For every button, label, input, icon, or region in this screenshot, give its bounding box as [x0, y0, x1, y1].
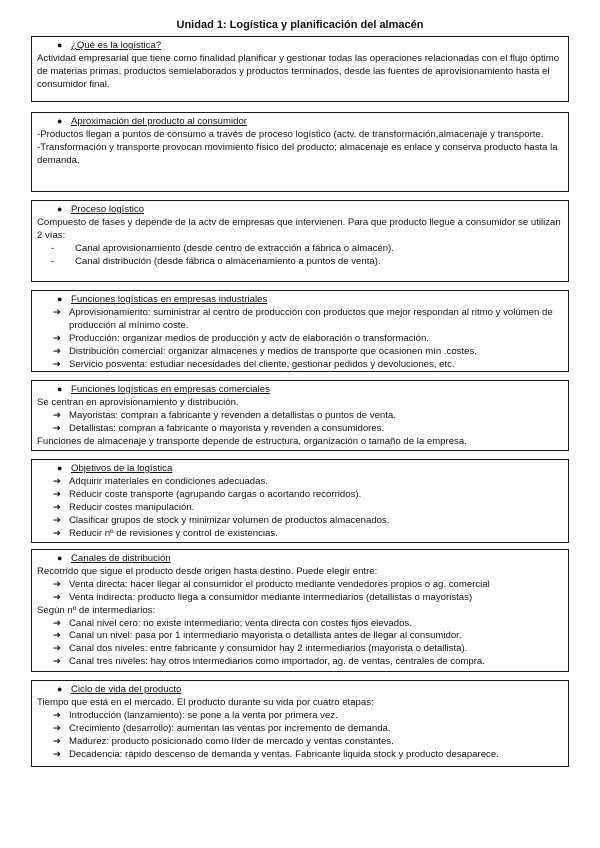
section-text: Según nº de intermediarios: — [37, 604, 156, 616]
list-item: ➔ Clasificar grupos de stock y minimizar volumen de productos almacenados. — [53, 514, 390, 526]
list-item: ➔ Madurez: producto posicionado como líder de mercado y ventas constantes. — [53, 735, 394, 747]
bullet-icon: ● — [57, 294, 63, 304]
arrow-icon: ➔ — [53, 748, 62, 760]
arrow-icon: ➔ — [53, 630, 62, 642]
section-heading: Funciones logísticas en empresas comerciales — [71, 384, 270, 395]
list-item: ➔ Canal dos niveles: entre fabricante y consumidor hay 2 intermediarios (mayorista o detallista). — [53, 643, 468, 655]
list-item: ➔ Mayoristas: compran a fabricante y revenden a detallistas o puntos de venta. — [53, 409, 396, 421]
list-item: ➔ Canal nivel cero: no existe intermediario; venta directa con costes fijos elevados. — [53, 617, 412, 629]
list-item: ➔ Canal tres niveles: hay otros intermediarios como importador, ag. de ventas, centrales de compra. — [53, 656, 485, 668]
bullet-icon: ● — [57, 684, 63, 694]
section-ciclo-vida — [31, 680, 569, 767]
list-item: ➔ Canal un nivel: pasa por 1 intermediario mayorista o detallista antes de llegar al consumidor. — [53, 630, 462, 642]
section-objetivos — [31, 459, 569, 543]
page-title: Unidad 1: Logística y planificación del almacén — [176, 19, 424, 31]
section-heading: Aproximación del producto al consumidor — [71, 116, 247, 127]
section-text: -Productos llegan a puntos de consumo a través de proceso logístico (actv. de transformación,almacenaje y transporte. — [37, 128, 544, 140]
section-proceso-logistico — [31, 200, 569, 282]
list-item: ➔ Venta directa: hacer llegar al consumidor el producto mediante vendedores propios o ag. comercial — [53, 578, 490, 590]
list-item: ➔ Introducción (lanzamiento): se pone a la venta por primera vez. — [53, 709, 338, 721]
list-item: ➔ Venta indirecta: producto llega a consumidor mediante intermediarios (detallistas o mayoristas) — [53, 591, 473, 603]
list-item: ➔ Distribución comercial: organizar almacenes y medios de transporte que ocasionen mín .costes. — [53, 345, 477, 357]
arrow-icon: ➔ — [53, 501, 62, 513]
section-heading: Objetivos de la logística — [71, 463, 173, 474]
bullet-icon: ● — [57, 204, 63, 214]
arrow-icon: ➔ — [53, 514, 62, 526]
list-item: ➔ Crecimiento (desarrollo): aumentan las ventas por incremento de demanda. — [53, 722, 391, 734]
section-text: Tiempo que está en el mercado. El producto durante su vida por cuatro etapas: — [37, 696, 374, 708]
arrow-icon: ➔ — [53, 332, 62, 344]
list-item: ➔ Servicio posventa: estudiar necesidades del cliente, gestionar pedidos y devoluciones, etc. — [53, 358, 455, 370]
section-text: Recorrido que sigue el producto desde origen hasta destino. Puede elegir entre: — [37, 565, 378, 577]
arrow-icon: ➔ — [53, 656, 62, 668]
section-text: Se centran en aprovisionamiento y distribución. — [37, 396, 239, 408]
arrow-icon: ➔ — [53, 617, 62, 629]
bullet-icon: ● — [57, 553, 63, 563]
section-aproximacion — [31, 112, 569, 192]
arrow-icon: ➔ — [53, 578, 62, 590]
section-heading: Proceso logístico — [71, 204, 145, 215]
arrow-icon: ➔ — [53, 345, 62, 357]
list-item: - Canal aprovisionamiento (desde centro de extracción a fábrica o almacén). — [51, 242, 394, 254]
list-item: - Canal distribución (desde fábrica o almacenamiento a puntos de venta). — [51, 255, 381, 267]
arrow-icon: ➔ — [53, 358, 62, 370]
section-heading: Ciclo de vida del producto — [71, 684, 182, 695]
arrow-icon: ➔ — [53, 709, 62, 721]
arrow-icon: ➔ — [53, 306, 62, 318]
arrow-icon: ➔ — [53, 643, 62, 655]
arrow-icon: ➔ — [53, 591, 62, 603]
section-text: Compuesto de fases y depende de la actv de empresas que intervienen. Para que producto llegue a consumidor se utilizan 2 vías: — [37, 216, 561, 241]
bullet-icon: ● — [57, 40, 63, 50]
list-item: ➔ Decadencia: rápido descenso de demanda y ventas. Fabricante liquida stock y producto desaparece. — [53, 748, 499, 760]
section-heading: ¿Qué es la logística? — [71, 40, 162, 51]
arrow-icon: ➔ — [53, 422, 62, 434]
section-que-es-logistica — [31, 36, 569, 102]
section-canales-distribucion — [31, 549, 569, 672]
list-item: ➔ Adquirir materiales en condiciones adecuadas. — [53, 475, 268, 487]
list-item: ➔ Reducir nº de revisiones y control de existencias. — [53, 527, 278, 539]
dash-icon: - — [51, 242, 55, 254]
dash-icon: - — [51, 255, 55, 267]
section-funciones-industriales — [31, 290, 569, 372]
arrow-icon: ➔ — [53, 488, 62, 500]
section-text: Actividad empresarial que tiene como finalidad planificar y gestionar todas las operaciones relacionadas con el flujo óptimo de materias primas, productos semielaborados y productos terminados, desde las fuentes de aprovisionamiento hasta el consumidor final. — [37, 52, 560, 90]
arrow-icon: ➔ — [53, 735, 62, 747]
section-text: -Transformación y transporte provocan movimiento físico del producto; almacenaje es enlace y conserva producto hasta la demanda. — [37, 141, 558, 166]
list-item: ➔ Detallistas: compran a fabricante o mayorista y revenden a consumidores. — [53, 422, 385, 434]
arrow-icon: ➔ — [53, 527, 62, 539]
list-item: ➔ Producción: organizar medios de producción y actv de elaboración o transformación. — [53, 332, 429, 344]
arrow-icon: ➔ — [53, 475, 62, 487]
arrow-icon: ➔ — [53, 409, 62, 421]
arrow-icon: ➔ — [53, 722, 62, 734]
section-heading: Funciones logísticas en empresas industriales — [71, 294, 268, 305]
section-text: Funciones de almacenaje y transporte depende de estructura, organización o tamaño de la empresa. — [37, 435, 467, 447]
list-item: ➔ Reducir coste transporte (agrupando cargas o acortando recorridos). — [53, 488, 362, 500]
section-funciones-comerciales — [31, 380, 569, 451]
bullet-icon: ● — [57, 384, 63, 394]
bullet-icon: ● — [57, 463, 63, 473]
section-heading: Canales de distribución — [71, 553, 171, 564]
list-item: ➔ Aprovisionamiento: suministrar al centro de producción con productos que mejor respondan al ritmo y volúmen de producción al mínimo coste. — [53, 306, 553, 331]
bullet-icon: ● — [57, 116, 63, 126]
list-item: ➔ Reducir costes manipulación. — [53, 501, 195, 513]
